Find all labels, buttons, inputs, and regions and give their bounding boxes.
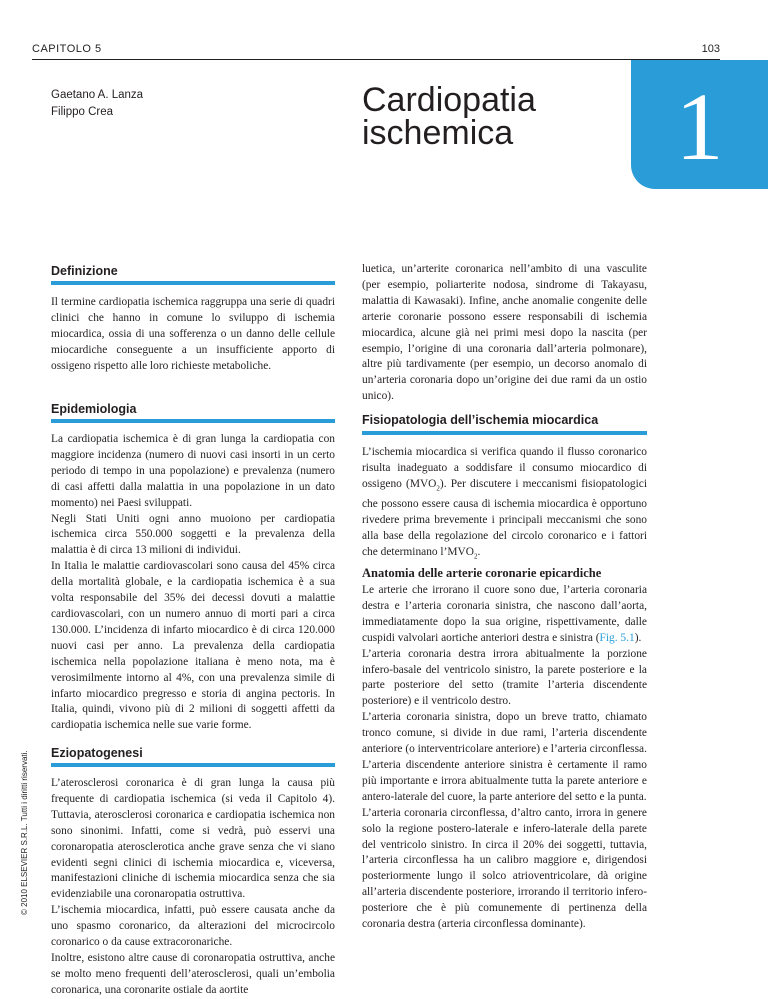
paragraph: L’ischemia miocardica, infatti, può essere causata anche da uno spasmo coronarico, da alterazioni del microcircolo coronarico o da cause extracoronariche. bbox=[51, 904, 335, 949]
running-head: CAPITOLO 5 bbox=[32, 43, 102, 55]
paragraph: L’arteria coronaria destra irrora abitualmente la porzione infero-basale del ventricolo sinistro, la parete posteriore e la parte posteriore del setto (tramite l’arteria discendente posteriore) e il ventricolo destro. bbox=[362, 647, 647, 708]
definizione-text: Il termine cardiopatia ischemica raggruppa una serie di quadri clinici che hanno in comune lo sviluppo di ischemia miocardica, ossia di una sofferenza o un danno delle cellule miocardiche conseguente a un insufficiente apporto di ossigeno rispetto alle loro richieste metaboliche. bbox=[51, 296, 335, 372]
paragraph: L’arteria coronaria sinistra, dopo un breve tratto, chiamato tronco comune, si divide in due rami, l’arteria discendente anteriore (o interventricolare anteriore) e l’arteria circonflessa. bbox=[362, 711, 647, 756]
paragraph: Negli Stati Uniti ogni anno muoiono per cardiopatia ischemica circa 550.000 soggetti e la prevalenza della malattia è di circa 13 milioni di individui. bbox=[51, 512, 335, 557]
section-rule bbox=[362, 431, 647, 435]
subsection-title-anatomia: Anatomia delle arterie coronarie epicardiche bbox=[362, 566, 602, 580]
chapter-title-line-1: Cardiopatia bbox=[362, 81, 536, 119]
section-title-definizione: Definizione bbox=[51, 264, 118, 278]
paragraph: La cardiopatia ischemica è di gran lunga la cardiopatia con maggiore incidenza (numero di nuovi casi insorti in un certo periodo di tempo in una popolazione) e prevalenza (numero di casi affetti dalla malattia in una popolazione in un dato momento) nei Paesi sviluppati. bbox=[51, 433, 335, 509]
section-rule bbox=[51, 281, 335, 285]
paragraph: L’arteria discendente anteriore sinistra è certamente il ramo più importante e irrora abitualmente tutta la parete anteriore e antero-laterale del cuore, la parte anteriore del setto e la punta. bbox=[362, 758, 647, 803]
chapter-title-line-2: ischemica bbox=[362, 114, 514, 152]
paragraph: L’aterosclerosi coronarica è di gran lunga la causa più frequente di cardiopatia ischemica (si veda il Capitolo 4). Tuttavia, aterosclerosi coronarica e cardiopatia ischemica non sono sinonimi. Infatti, come si vedrà, può esservi una coronaropatia aterosclerotica anche grave senza che vi siano evidenti segni clinici di ischemia miocardica e, viceversa, manifestazioni cliniche di ischemia miocardica senza che sia evidenziabile una coronaropatia ostruttiva. bbox=[51, 777, 335, 901]
eziopatogenesi-text bbox=[51, 776, 335, 999]
header-rule bbox=[32, 59, 720, 60]
section-rule bbox=[51, 763, 335, 767]
paragraph: In Italia le malattie cardiovascolari sono causa del 45% circa della mortalità globale, e la cardiopatia ischemica è a sua volta responsabile del 35% dei decessi dovuti a malattie cardiovascolari, con un numero annuo di morti pari a circa 130.000. L’incidenza di infarto miocardico è di circa 120.000 nuovi casi per anno. La prevalenza della cardiopatia ischemica nella popolazione italiana è meno nota, ma è verosimilmente intorno al 4%, con una prevalenza simile di infarto miocardico pregresso e storia di angina pectoris. In Italia, quindi, vivono più di 2 milioni di soggetti affetti da cardiopatia ischemica nelle sue varie forme. bbox=[51, 560, 335, 732]
fisiopatologia-text: L’ischemia miocardica si verifica quando il flusso coronarico risulta inadeguato a soddisfare il consumo miocardico di ossigeno $(MVO_2)$. Per discutere i meccanismi fisiopatologici che possono essere causa di ischemia miocardica è opportuno rivedere prima brevemente i principali meccanismi che sono alla base della regolazione del circolo coronarico e i fattori che determinano $l’MVO_2$. bbox=[362, 446, 647, 560]
continuation-text: luetica, un’arterite coronarica nell’ambito di una vasculite (per esempio, poliarterite nodosa, sindrome di Takayasu, malattia di Kawasaki). Infine, anche anomalie congenite delle arterie coronarie possono essere responsabili di ischemia miocardica, alcune già nei primi mesi dopo la nascita (per esempio, l’origine di una coronaria dall’arteria polmonare), altre più tardivamente (per esempio, un decorso anomalo di un’arteria coronaria dopo un’origine dei due rami da un ostio unico). bbox=[362, 263, 647, 403]
section-title-epidemiologia: Epidemiologia bbox=[51, 402, 137, 416]
chapter-title bbox=[362, 81, 622, 152]
paragraph: L’arteria coronaria circonflessa, d’altro canto, irrora in genere solo la regione postero-laterale e infero-laterale della parete del ventricolo sinistro. In circa il 20% dei soggetti, tuttavia, l’arteria circonflessa ha un calibro maggiore e, dirigendosi posteriormente lungo il solco atrioventricolare, dà origine all’arteria discendente posteriore, irrorando il territorio infero-posteriore che è più comunemente di pertinenza della coronaria destra (arteria circonflessa dominante). bbox=[362, 806, 647, 931]
author-1: Gaetano A. Lanza bbox=[51, 89, 144, 101]
anatomia-text bbox=[362, 583, 647, 933]
paragraph: Le arterie che irrorano il cuore sono due, l’arteria coronaria destra e l’arteria coronaria sinistra, che nascono dall’aorta, immediatamente dopo la sua origine, rispettivamente, dalle cuspidi valvolari aortiche anteriori destra e sinistra (Fig. 5.1). bbox=[362, 584, 647, 644]
chapter-tab-number: 1 bbox=[675, 73, 724, 180]
paragraph: Inoltre, esistono altre cause di coronaropatia ostruttiva, anche se molto meno frequenti dell’aterosclerosi, quali un’embolia coronarica, una coronarite ostiale da aortite bbox=[51, 951, 335, 996]
author-2: Filippo Crea bbox=[51, 106, 113, 118]
copyright-notice: © 2010 ELSEVIER S.R.L. Tutti i diritti riservati. bbox=[20, 750, 29, 915]
section-title-eziopatogenesi: Eziopatogenesi bbox=[51, 746, 143, 760]
figure-reference-link[interactable]: Fig. 5.1 bbox=[599, 631, 635, 644]
section-rule bbox=[51, 419, 335, 423]
epidemiologia-text bbox=[51, 432, 335, 734]
page-number: 103 bbox=[701, 43, 720, 55]
section-title-fisiopatologia: Fisiopatologia dell’ischemia miocardica bbox=[362, 413, 599, 427]
